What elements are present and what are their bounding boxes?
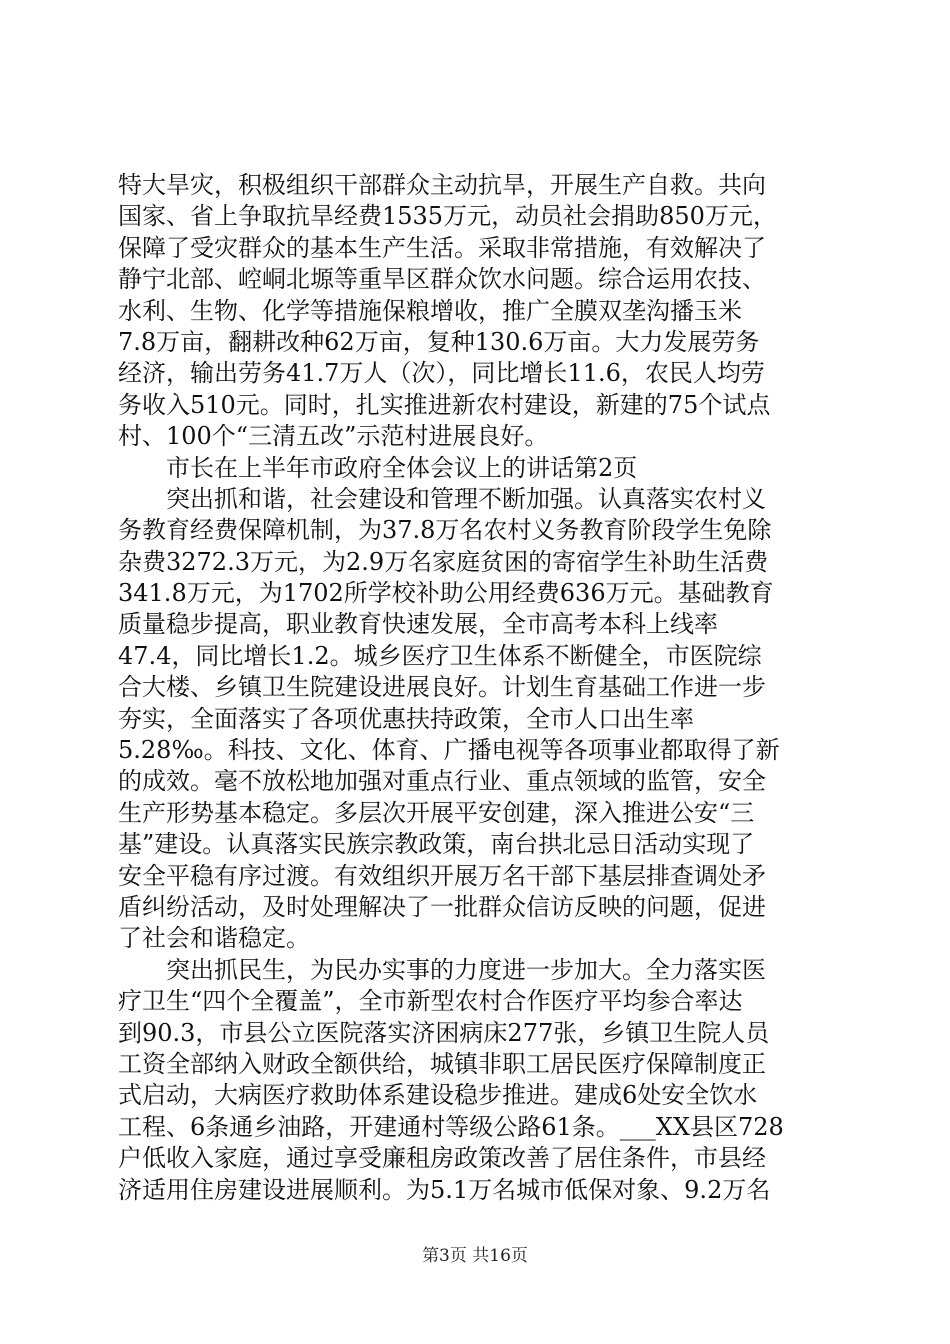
text-line: 特大旱灾，积极组织干部群众主动抗旱，开展生产自救。共向 [118, 171, 766, 199]
text-line: 安全平稳有序过渡。有效组织开展万名干部下基层排查调处矛 [118, 861, 766, 890]
text-line: 务教育经费保障机制，为37.8万名农村义务教育阶段学生免除 [118, 516, 772, 545]
text-line: 合大楼、乡镇卫生院建设进展良好。计划生育基础工作进一步 [118, 673, 766, 702]
text-line: 基”建设。认真落实民族宗教政策，南台拱北忌日活动实现了 [118, 830, 755, 859]
text-line: 村、100个“三清五改”示范村进展良好。 [118, 422, 549, 451]
text-line: 盾纠纷活动，及时处理解决了一批群众信访反映的问题，促进 [118, 892, 766, 921]
text-line: 疗卫生“四个全覆盖”，全市新型农村合作医疗平均参合率达 [118, 987, 743, 1016]
text-line: 户低收入家庭，通过享受廉租房政策改善了居住条件，市县经 [118, 1144, 766, 1173]
text-line: 务收入510元。同时，扎实推进新农村建设，新建的75个试点 [118, 390, 771, 419]
text-line: 工程、6条通乡油路，开建通村等级公路61条。___XX县区728 [118, 1112, 784, 1141]
text-line: 国家、省上争取抗旱经费1535万元，动员社会捐助850万元， [118, 202, 777, 231]
text-line: 到90.3，市县公立医院落实济困病床277张，乡镇卫生院人员 [118, 1018, 770, 1047]
text-line: 夯实，全面落实了各项优惠扶持政策，全市人口出生率 [118, 704, 694, 733]
text-line: 突出抓民生，为民办实事的力度进一步加大。全力落实医 [118, 955, 766, 984]
section-heading: 市长在上半年市政府全体会议上的讲话第2页 [118, 453, 638, 482]
text-line: 杂费3272.3万元，为2.9万名家庭贫困的寄宿学生补助生活费 [118, 547, 769, 576]
text-line: 工资全部纳入财政全额供给，城镇非职工居民医疗保障制度正 [118, 1049, 766, 1078]
text-line: 的成效。毫不放松地加强对重点行业、重点领域的监管，安全 [118, 767, 766, 796]
text-line: 保障了受灾群众的基本生产生活。采取非常措施，有效解决了 [118, 233, 766, 262]
text-line: 5.28‰。科技、文化、体育、广播电视等各项事业都取得了新 [118, 736, 780, 765]
text-line: 突出抓和谐，社会建设和管理不断加强。认真落实农村义 [118, 484, 766, 513]
page-number: 第3页 共16页 [422, 1246, 528, 1266]
text-line: 质量稳步提高，职业教育快速发展，全市高考本科上线率 [118, 610, 718, 639]
text-line: 7.8万亩，翻耕改种62万亩，复种130.6万亩。大力发展劳务 [118, 327, 760, 356]
text-line: 了社会和谐稳定。 [118, 924, 310, 953]
text-line: 生产形势基本稳定。多层次开展平安创建，深入推进公安“三 [118, 798, 755, 827]
body-text [118, 170, 838, 1206]
text-line: 静宁北部、崆峒北塬等重旱区群众饮水问题。综合运用农技、 [118, 265, 766, 294]
page-footer [0, 1244, 950, 1268]
text-line: 水利、生物、化学等措施保粮增收，推广全膜双垄沟播玉米 [118, 296, 742, 325]
text-line: 47.4，同比增长1.2。城乡医疗卫生体系不断健全，市医院综 [118, 641, 762, 670]
text-line: 济适用住房建设进展顺利。为5.1万名城市低保对象、9.2万名 [118, 1175, 771, 1204]
text-line: 经济，输出劳务41.7万人（次），同比增长11.6，农民人均劳 [118, 359, 765, 388]
text-line: 341.8万元，为1702所学校补助公用经费636万元。基础教育 [118, 579, 774, 608]
text-line: 式启动，大病医疗救助体系建设稳步推进。建成6处安全饮水 [118, 1081, 758, 1110]
